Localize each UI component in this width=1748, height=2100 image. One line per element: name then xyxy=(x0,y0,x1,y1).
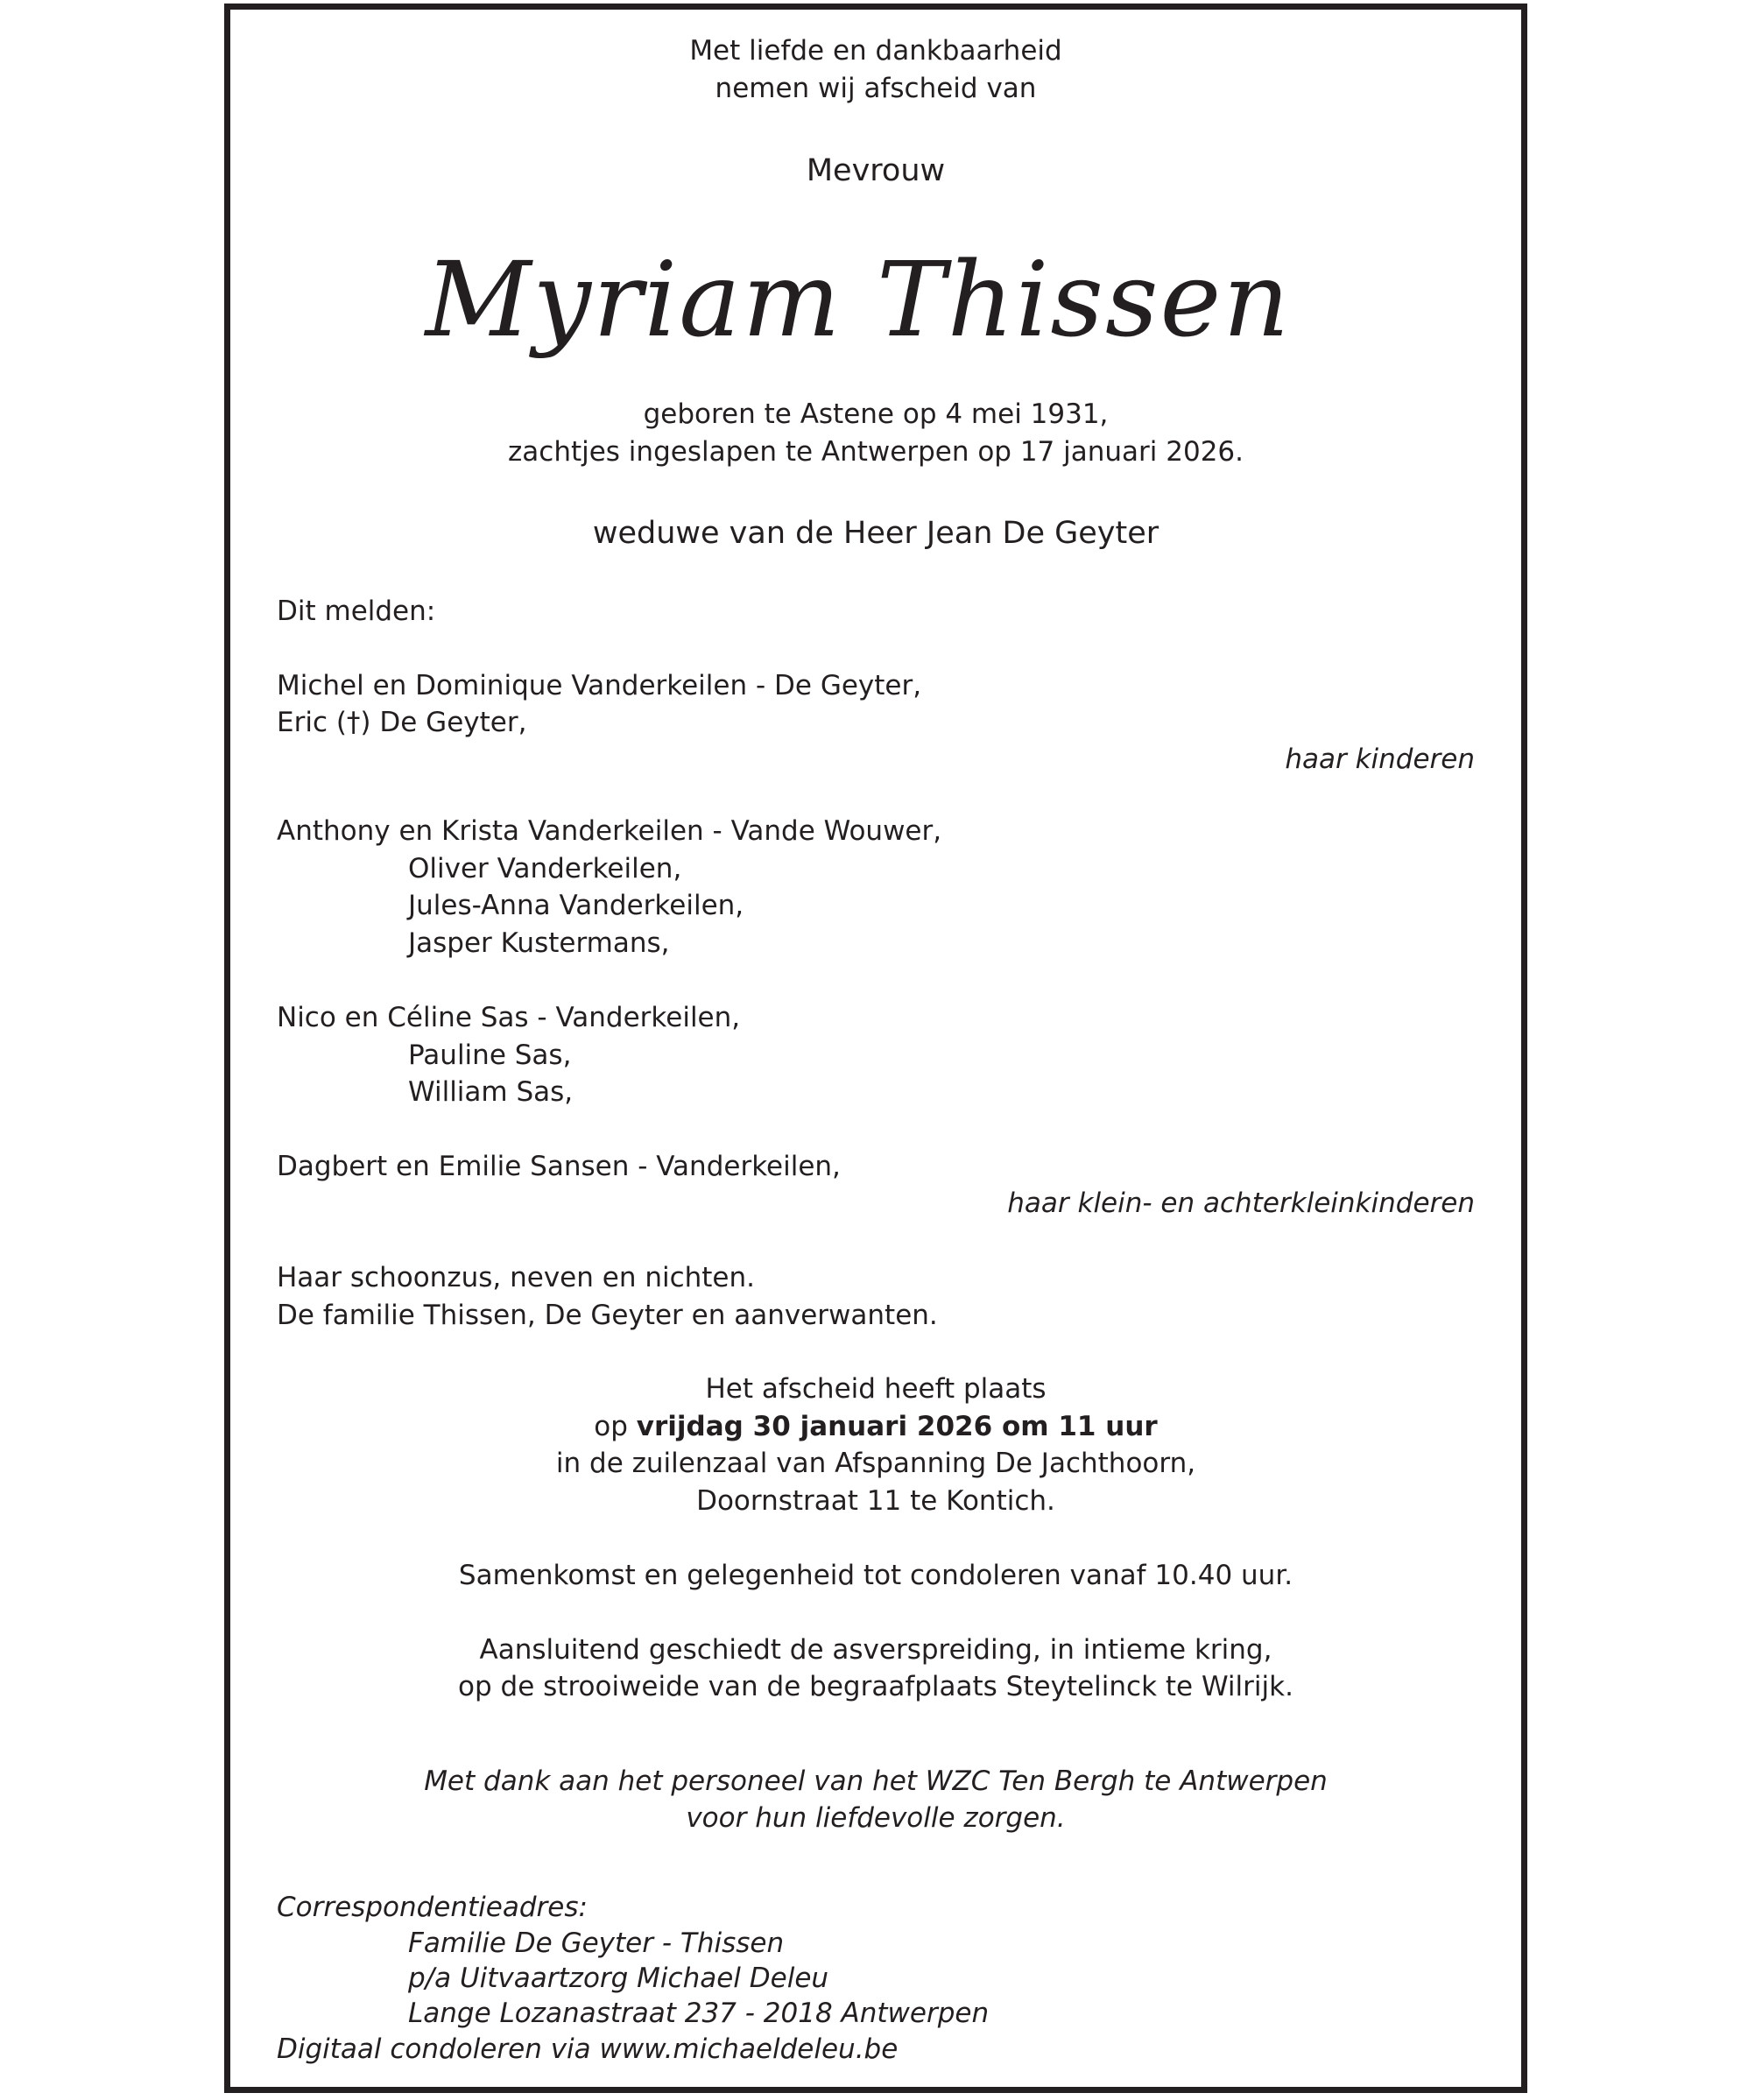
birth-line: geboren te Astene op 4 mei 1931, xyxy=(643,398,1109,430)
scattering-line-2: op de strooiweide van de begraafplaats Steytelinck te Wilrijk. xyxy=(458,1671,1293,1702)
ceremony-date: vrijdag 30 januari 2026 om 11 uur xyxy=(636,1411,1158,1442)
ceremony-line-4: Doornstraat 11 te Kontich. xyxy=(696,1485,1055,1517)
ceremony-line-1: Het afscheid heeft plaats xyxy=(705,1373,1047,1405)
child-1: Michel en Dominique Vanderkeilen - De Geyter, xyxy=(277,670,922,701)
children-label: haar kinderen xyxy=(1285,743,1475,775)
grandchildren-label: haar klein- en achterkleinkinderen xyxy=(1007,1187,1475,1219)
honorific-title: Mevrouw xyxy=(806,153,946,188)
thanks-line-1: Met dank aan het personeel van het WZC Ten Bergh te Antwerpen xyxy=(424,1765,1328,1797)
death-line: zachtjes ingeslapen te Antwerpen op 17 januari 2026. xyxy=(508,436,1244,468)
child-2: Eric (†) De Geyter, xyxy=(277,707,527,738)
ceremony-line-3: in de zuilenzaal van Afspanning De Jachthoorn, xyxy=(555,1448,1196,1479)
family-1-member: Jules-Anna Vanderkeilen, xyxy=(408,890,744,921)
family-3-head: Dagbert en Emilie Sansen - Vanderkeilen, xyxy=(277,1151,841,1182)
family-1-member: Jasper Kustermans, xyxy=(408,927,670,959)
relatives-line-1: Haar schoonzus, neven en nichten. xyxy=(277,1262,755,1293)
family-2-member: William Sas, xyxy=(408,1076,574,1108)
family-2-head: Nico en Céline Sas - Vanderkeilen, xyxy=(277,1002,741,1033)
deceased-name-script xyxy=(425,232,1292,372)
scattering-line-1: Aansluitend geschiedt de asverspreiding, in intieme kring, xyxy=(479,1634,1272,1666)
widow-line: weduwe van de Heer Jean De Geyter xyxy=(592,516,1159,551)
correspondence-line: Familie De Geyter - Thissen xyxy=(408,1927,785,1959)
thanks-line-2: voor hun liefdevolle zorgen. xyxy=(686,1802,1066,1834)
intro-line-1: Met liefde en dankbaarheid xyxy=(689,35,1062,67)
family-2-member: Pauline Sas, xyxy=(408,1039,572,1071)
family-1-member: Oliver Vanderkeilen, xyxy=(408,853,682,884)
family-1-head: Anthony en Krista Vanderkeilen - Vande Wouwer, xyxy=(277,815,942,847)
intro-line-2: nemen wij afscheid van xyxy=(715,73,1037,104)
announce-label: Dit melden: xyxy=(277,595,436,627)
ceremony-line-2 xyxy=(224,1408,1527,1446)
correspondence-line: p/a Uitvaartzorg Michael Deleu xyxy=(408,1963,829,1994)
correspondence-label: Correspondentieadres: xyxy=(277,1892,588,1923)
ceremony-prefix: op xyxy=(594,1411,637,1442)
gathering-line: Samenkomst en gelegenheid tot condoleren vanaf 10.40 uur. xyxy=(458,1560,1293,1591)
online-condolence: Digitaal condoleren via www.michaeldeleu.be xyxy=(277,2033,899,2065)
deceased-name: Myriam Thissen xyxy=(425,239,1292,360)
correspondence-line: Lange Lozanastraat 237 - 2018 Antwerpen xyxy=(408,1998,990,2029)
relatives-line-2: De familie Thissen, De Geyter en aanverwanten. xyxy=(277,1300,938,1331)
